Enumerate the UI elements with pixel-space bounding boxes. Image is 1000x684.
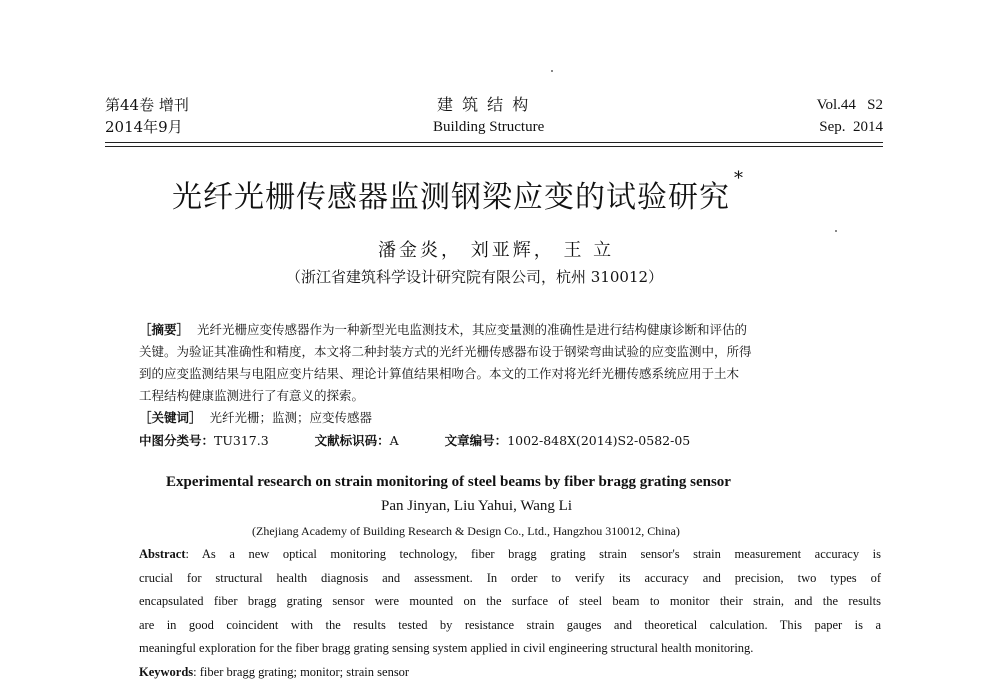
classification-line [139,430,690,451]
abstract-en [139,543,881,684]
header-rule-bottom [105,146,883,147]
abstract-en-line-3: encapsulated fiber bragg grating sensor were mounted on the surface of steel beam to monitor their strain, and the results [139,594,881,608]
journal-name-en: Building Structure [433,119,545,135]
journal-volume-cn: 第44卷 增刊 [105,96,189,114]
authors-en: Pan Jinyan, Liu Yahui, Wang Li [381,498,573,514]
journal-volume-en: Vol.44 S2 [816,97,883,113]
abstract-en-line-1: Abstract: As a new optical monitoring technology, fiber bragg grating strain sensor's strain measurement accuracy is [139,547,881,561]
abstract-cn-line-1: ［摘要］ 光纤光栅应变传感器作为一种新型光电监测技术，其应变量测的准确性是进行结构健康诊断和评估的 [139,322,747,337]
authors-cn: 潘金炎， 刘亚辉， 王 立 [378,240,615,261]
keywords-en-label: Keywords [139,664,194,679]
header-rule-top [105,142,883,143]
affiliation-cn: （浙江省建筑科学设计研究院有限公司，杭州 310012） [286,268,664,286]
footnote-marker: * [734,168,744,189]
abstract-cn-line-4: 工程结构健康监测进行了有意义的探索。 [139,388,365,403]
scan-speck [551,70,553,72]
clc-value: TU317.3 [214,433,269,448]
paper-title-cn [172,168,744,216]
journal-date-cn: 2014年9月 [105,118,183,136]
abstract-cn-label: ［摘要］ [139,322,190,337]
abstract-cn-line-2: 关键。为验证其准确性和精度，本文将二种封装方式的光纤光栅传感器布设于钢梁弯曲试验的应变监测中，所得 [139,344,752,359]
paper-title-cn-text: 光纤光栅传感器监测钢梁应变的试验研究 [172,180,730,215]
abstract-en-line-4: are in good coincident with the results tested by resistance strain gauges and theoretical calculation. This paper is a [139,617,881,632]
keywords-cn-value: 光纤光栅；监测；应变传感器 [209,410,372,425]
affiliation-en: (Zhejiang Academy of Building Research & Design Co., Ltd., Hangzhou 310012, China) [252,524,680,538]
article-no-value: 1002-848X(2014)S2-0582-05 [507,433,691,448]
scan-speck [835,230,837,232]
journal-date-en: Sep. 2014 [819,119,883,135]
abstract-en-line-5: meaningful exploration for the fiber bragg grating sensing system applied in civil engineering structural health monitoring. [139,641,754,655]
abstract-en-line-2: crucial for structural health diagnosis and assessment. In order to verify its accuracy and precision, two types of [139,570,881,585]
abstract-en-label: Abstract [139,547,186,561]
article-no-label: 文章编号： [444,433,508,448]
clc-label: 中图分类号： [139,433,215,448]
doc-code-label: 文献标识码： [314,433,390,448]
keywords-cn [139,407,372,428]
keywords-en [139,661,881,684]
keywords-cn-label: ［关键词］ [139,410,202,425]
journal-name-cn: 建 筑 结 构 [437,95,531,114]
paper-title-en: Experimental research on strain monitoring of steel beams by fiber bragg grating sensor [166,474,731,490]
doc-code-value: A [389,433,399,448]
keywords-en-value: : fiber bragg grating; monitor; strain sensor [193,664,410,679]
abstract-cn-line-3: 到的应变监测结果与电阻应变片结果、理论计算值结果相吻合。本文的工作对将光纤光栅传感系统应用于土木 [139,366,740,381]
